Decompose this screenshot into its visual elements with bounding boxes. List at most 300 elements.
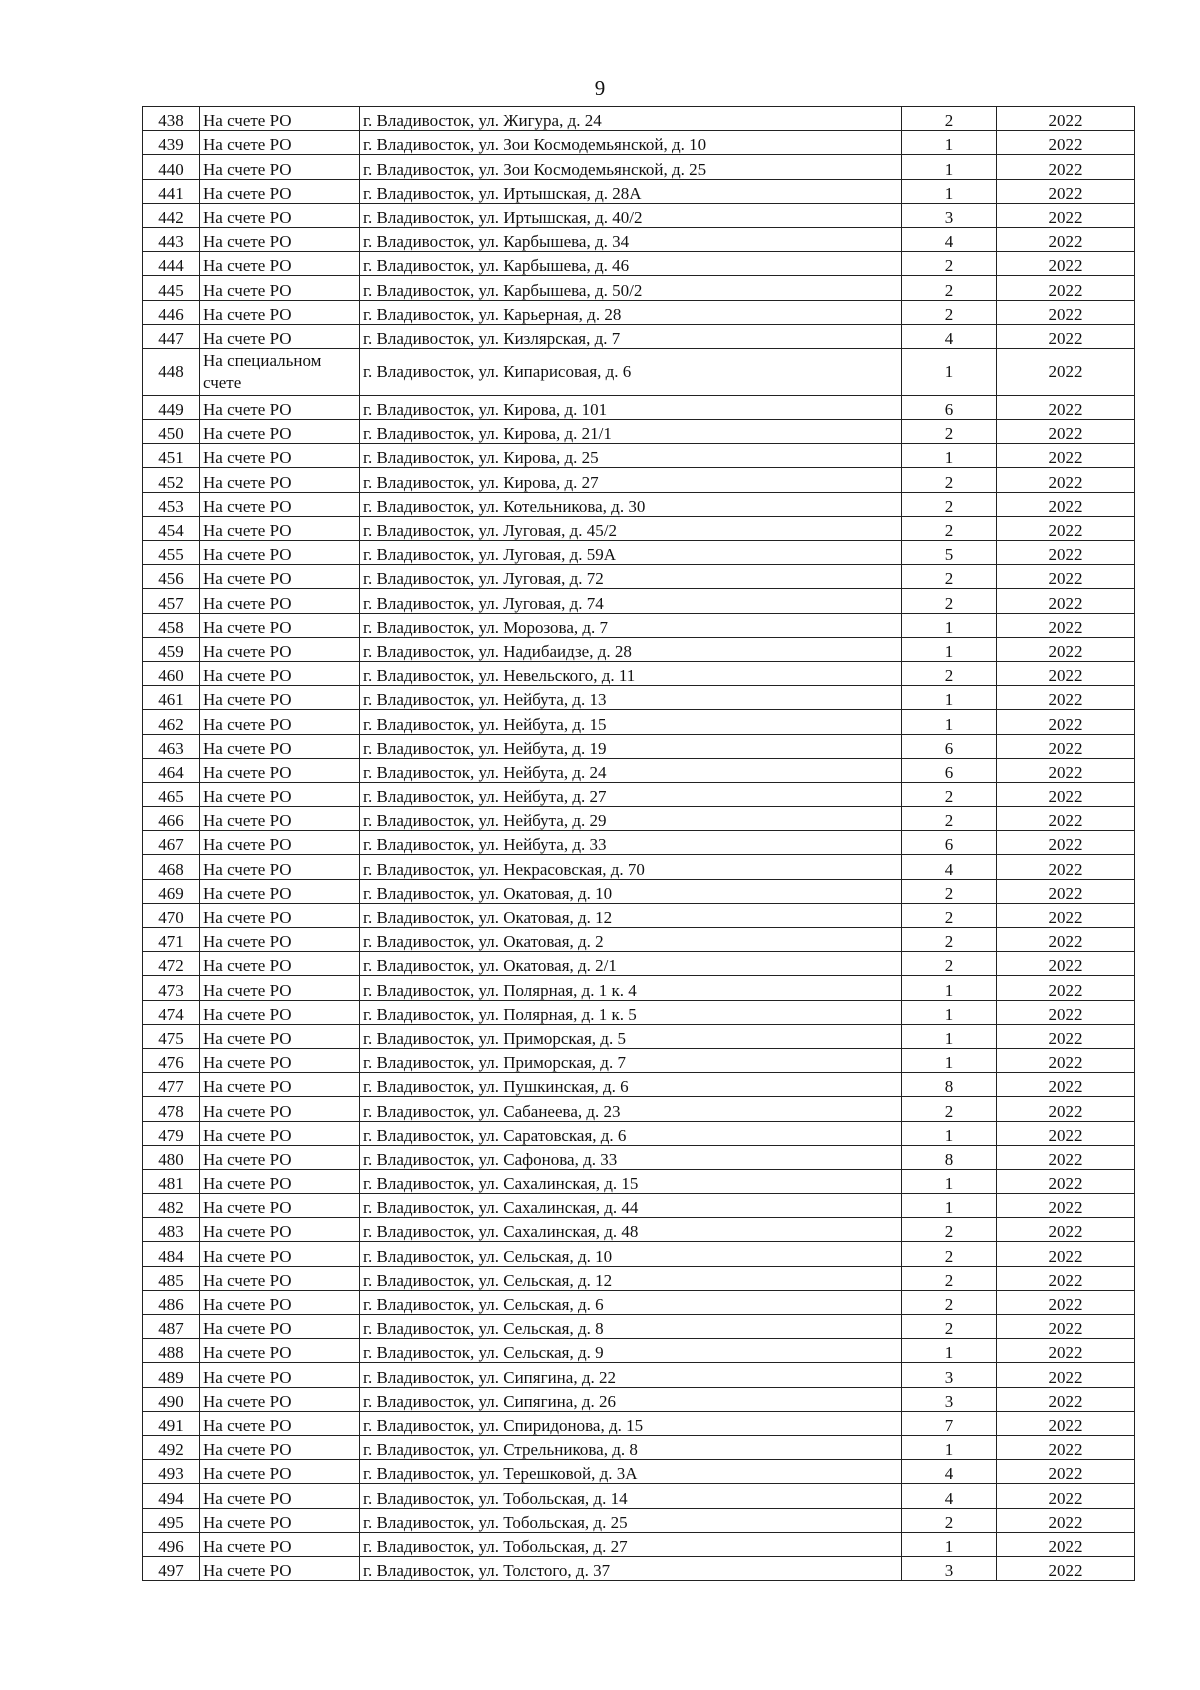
table-row [143, 637, 1135, 661]
year-cell: 2022 [997, 1242, 1135, 1266]
count-cell: 4 [902, 1484, 997, 1508]
count-cell: 3 [902, 1387, 997, 1411]
account-type-cell: На счете РО [200, 1097, 360, 1121]
account-type-cell: На счете РО [200, 637, 360, 661]
count-cell: 2 [902, 879, 997, 903]
account-type-cell: На счете РО [200, 1387, 360, 1411]
count-cell: 1 [902, 1532, 997, 1556]
count-cell: 2 [902, 952, 997, 976]
address-cell: г. Владивосток, ул. Сабанеева, д. 23 [360, 1097, 902, 1121]
row-number-cell: 468 [143, 855, 200, 879]
year-cell: 2022 [997, 1387, 1135, 1411]
count-cell: 1 [902, 1121, 997, 1145]
year-cell: 2022 [997, 1508, 1135, 1532]
row-number-cell: 458 [143, 613, 200, 637]
count-cell: 1 [902, 179, 997, 203]
year-cell: 2022 [997, 1363, 1135, 1387]
count-cell: 2 [902, 1242, 997, 1266]
table-row [143, 252, 1135, 276]
table-row [143, 686, 1135, 710]
account-type-cell: На счете РО [200, 952, 360, 976]
year-cell: 2022 [997, 928, 1135, 952]
table-row [143, 734, 1135, 758]
count-cell: 2 [902, 300, 997, 324]
count-cell: 8 [902, 1145, 997, 1169]
row-number-cell: 469 [143, 879, 200, 903]
row-number-cell: 452 [143, 468, 200, 492]
row-number-cell: 443 [143, 227, 200, 251]
account-type-cell: На счете РО [200, 1411, 360, 1435]
row-number-cell: 494 [143, 1484, 200, 1508]
count-cell: 1 [902, 1024, 997, 1048]
address-cell: г. Владивосток, ул. Иртышская, д. 40/2 [360, 203, 902, 227]
account-type-cell: На счете РО [200, 879, 360, 903]
row-number-cell: 496 [143, 1532, 200, 1556]
year-cell: 2022 [997, 276, 1135, 300]
row-number-cell: 460 [143, 661, 200, 685]
year-cell: 2022 [997, 1073, 1135, 1097]
year-cell: 2022 [997, 637, 1135, 661]
address-cell: г. Владивосток, ул. Тобольская, д. 25 [360, 1508, 902, 1532]
count-cell: 2 [902, 276, 997, 300]
table-row [143, 468, 1135, 492]
account-type-cell: На счете РО [200, 782, 360, 806]
page-number: 9 [594, 76, 606, 100]
address-cell: г. Владивосток, ул. Невельского, д. 11 [360, 661, 902, 685]
year-cell: 2022 [997, 1315, 1135, 1339]
account-type-cell: На счете РО [200, 1508, 360, 1532]
table-row [143, 976, 1135, 1000]
address-cell: г. Владивосток, ул. Окатовая, д. 12 [360, 903, 902, 927]
account-type-cell: На счете РО [200, 758, 360, 782]
table-row [143, 661, 1135, 685]
account-type-cell: На счете РО [200, 227, 360, 251]
year-cell: 2022 [997, 468, 1135, 492]
account-type-cell: На счете РО [200, 589, 360, 613]
table-row [143, 107, 1135, 131]
year-cell: 2022 [997, 1024, 1135, 1048]
year-cell: 2022 [997, 758, 1135, 782]
table-row [143, 276, 1135, 300]
year-cell: 2022 [997, 903, 1135, 927]
table-row [143, 831, 1135, 855]
address-cell: г. Владивосток, ул. Тобольская, д. 14 [360, 1484, 902, 1508]
account-type-cell: На счете РО [200, 1242, 360, 1266]
table-row [143, 1024, 1135, 1048]
address-cell: г. Владивосток, ул. Сельская, д. 10 [360, 1242, 902, 1266]
account-type-cell: На счете РО [200, 1315, 360, 1339]
row-number-cell: 475 [143, 1024, 200, 1048]
account-type-cell: На счете РО [200, 710, 360, 734]
table-row [143, 1387, 1135, 1411]
count-cell: 2 [902, 1097, 997, 1121]
year-cell: 2022 [997, 179, 1135, 203]
table-row [143, 758, 1135, 782]
count-cell: 2 [902, 1290, 997, 1314]
count-cell: 4 [902, 227, 997, 251]
table-row [143, 1508, 1135, 1532]
table-row [143, 1073, 1135, 1097]
table-row [143, 782, 1135, 806]
table-row [143, 710, 1135, 734]
year-cell: 2022 [997, 420, 1135, 444]
count-cell: 2 [902, 903, 997, 927]
account-type-cell: На счете РО [200, 1556, 360, 1580]
year-cell: 2022 [997, 1169, 1135, 1193]
count-cell: 1 [902, 1169, 997, 1193]
account-type-cell: На счете РО [200, 1073, 360, 1097]
year-cell: 2022 [997, 1097, 1135, 1121]
address-cell: г. Владивосток, ул. Сельская, д. 9 [360, 1339, 902, 1363]
count-cell: 2 [902, 1315, 997, 1339]
table-row [143, 565, 1135, 589]
table-row [143, 1339, 1135, 1363]
row-number-cell: 449 [143, 395, 200, 419]
row-number-cell: 441 [143, 179, 200, 203]
table-row [143, 1097, 1135, 1121]
account-type-cell: На счете РО [200, 928, 360, 952]
register-table [142, 106, 1135, 1581]
year-cell: 2022 [997, 1556, 1135, 1580]
row-number-cell: 448 [143, 348, 200, 395]
table-row [143, 855, 1135, 879]
count-cell: 3 [902, 1363, 997, 1387]
count-cell: 3 [902, 203, 997, 227]
address-cell: г. Владивосток, ул. Сельская, д. 8 [360, 1315, 902, 1339]
year-cell: 2022 [997, 1194, 1135, 1218]
row-number-cell: 477 [143, 1073, 200, 1097]
table-row [143, 807, 1135, 831]
address-cell: г. Владивосток, ул. Иртышская, д. 28А [360, 179, 902, 203]
address-cell: г. Владивосток, ул. Сипягина, д. 22 [360, 1363, 902, 1387]
year-cell: 2022 [997, 1484, 1135, 1508]
address-cell: г. Владивосток, ул. Сахалинская, д. 48 [360, 1218, 902, 1242]
account-type-cell: На счете РО [200, 734, 360, 758]
row-number-cell: 490 [143, 1387, 200, 1411]
count-cell: 2 [902, 516, 997, 540]
address-cell: г. Владивосток, ул. Карьерная, д. 28 [360, 300, 902, 324]
row-number-cell: 474 [143, 1000, 200, 1024]
address-cell: г. Владивосток, ул. Морозова, д. 7 [360, 613, 902, 637]
count-cell: 2 [902, 420, 997, 444]
row-number-cell: 461 [143, 686, 200, 710]
year-cell: 2022 [997, 1121, 1135, 1145]
account-type-cell: На счете РО [200, 107, 360, 131]
row-number-cell: 450 [143, 420, 200, 444]
row-number-cell: 445 [143, 276, 200, 300]
year-cell: 2022 [997, 807, 1135, 831]
row-number-cell: 488 [143, 1339, 200, 1363]
row-number-cell: 476 [143, 1048, 200, 1072]
row-number-cell: 471 [143, 928, 200, 952]
year-cell: 2022 [997, 855, 1135, 879]
row-number-cell: 470 [143, 903, 200, 927]
table-row [143, 1556, 1135, 1580]
count-cell: 6 [902, 734, 997, 758]
count-cell: 6 [902, 758, 997, 782]
account-type-cell: На счете РО [200, 1266, 360, 1290]
row-number-cell: 457 [143, 589, 200, 613]
address-cell: г. Владивосток, ул. Карбышева, д. 46 [360, 252, 902, 276]
account-type-cell: На счете РО [200, 1532, 360, 1556]
table-row [143, 1435, 1135, 1459]
account-type-cell: На счете РО [200, 855, 360, 879]
count-cell: 1 [902, 131, 997, 155]
table-row [143, 492, 1135, 516]
account-type-cell: На счете РО [200, 1363, 360, 1387]
table-row [143, 613, 1135, 637]
count-cell: 2 [902, 252, 997, 276]
table-row [143, 952, 1135, 976]
address-cell: г. Владивосток, ул. Кирова, д. 27 [360, 468, 902, 492]
address-cell: г. Владивосток, ул. Жигура, д. 24 [360, 107, 902, 131]
year-cell: 2022 [997, 976, 1135, 1000]
count-cell: 1 [902, 976, 997, 1000]
row-number-cell: 466 [143, 807, 200, 831]
account-type-cell: На счете РО [200, 1290, 360, 1314]
address-cell: г. Владивосток, ул. Кипарисовая, д. 6 [360, 348, 902, 395]
account-type-cell: На счете РО [200, 661, 360, 685]
account-type-cell: На счете РО [200, 300, 360, 324]
address-cell: г. Владивосток, ул. Нейбута, д. 24 [360, 758, 902, 782]
address-cell: г. Владивосток, ул. Приморская, д. 5 [360, 1024, 902, 1048]
year-cell: 2022 [997, 203, 1135, 227]
year-cell: 2022 [997, 589, 1135, 613]
address-cell: г. Владивосток, ул. Луговая, д. 72 [360, 565, 902, 589]
row-number-cell: 442 [143, 203, 200, 227]
row-number-cell: 482 [143, 1194, 200, 1218]
table-row [143, 1363, 1135, 1387]
year-cell: 2022 [997, 227, 1135, 251]
row-number-cell: 479 [143, 1121, 200, 1145]
count-cell: 1 [902, 348, 997, 395]
address-cell: г. Владивосток, ул. Луговая, д. 59А [360, 541, 902, 565]
count-cell: 1 [902, 1339, 997, 1363]
table-row [143, 1411, 1135, 1435]
address-cell: г. Владивосток, ул. Полярная, д. 1 к. 5 [360, 1000, 902, 1024]
account-type-cell: На счете РО [200, 1339, 360, 1363]
table-row [143, 1290, 1135, 1314]
table-row [143, 155, 1135, 179]
account-type-cell: На счете РО [200, 1169, 360, 1193]
register-table-body [143, 107, 1135, 1581]
row-number-cell: 456 [143, 565, 200, 589]
count-cell: 2 [902, 661, 997, 685]
count-cell: 4 [902, 1460, 997, 1484]
table-row [143, 928, 1135, 952]
address-cell: г. Владивосток, ул. Карбышева, д. 34 [360, 227, 902, 251]
address-cell: г. Владивосток, ул. Стрельникова, д. 8 [360, 1435, 902, 1459]
year-cell: 2022 [997, 324, 1135, 348]
year-cell: 2022 [997, 444, 1135, 468]
year-cell: 2022 [997, 1532, 1135, 1556]
table-row [143, 179, 1135, 203]
address-cell: г. Владивосток, ул. Спиридонова, д. 15 [360, 1411, 902, 1435]
table-row [143, 1532, 1135, 1556]
count-cell: 4 [902, 324, 997, 348]
row-number-cell: 462 [143, 710, 200, 734]
year-cell: 2022 [997, 1000, 1135, 1024]
count-cell: 2 [902, 1218, 997, 1242]
table-row [143, 1266, 1135, 1290]
address-cell: г. Владивосток, ул. Окатовая, д. 2 [360, 928, 902, 952]
row-number-cell: 438 [143, 107, 200, 131]
table-row [143, 348, 1135, 395]
address-cell: г. Владивосток, ул. Нейбута, д. 27 [360, 782, 902, 806]
table-row [143, 1194, 1135, 1218]
account-type-cell: На счете РО [200, 976, 360, 1000]
account-type-cell: На счете РО [200, 1218, 360, 1242]
year-cell: 2022 [997, 155, 1135, 179]
table-row [143, 131, 1135, 155]
account-type-cell: На специальном счете [200, 348, 360, 395]
row-number-cell: 481 [143, 1169, 200, 1193]
count-cell: 1 [902, 1435, 997, 1459]
table-row [143, 1315, 1135, 1339]
account-type-cell: На счете РО [200, 807, 360, 831]
year-cell: 2022 [997, 1290, 1135, 1314]
address-cell: г. Владивосток, ул. Котельникова, д. 30 [360, 492, 902, 516]
count-cell: 5 [902, 541, 997, 565]
count-cell: 2 [902, 492, 997, 516]
account-type-cell: На счете РО [200, 1194, 360, 1218]
address-cell: г. Владивосток, ул. Полярная, д. 1 к. 4 [360, 976, 902, 1000]
row-number-cell: 454 [143, 516, 200, 540]
account-type-cell: На счете РО [200, 1435, 360, 1459]
count-cell: 2 [902, 107, 997, 131]
year-cell: 2022 [997, 541, 1135, 565]
address-cell: г. Владивосток, ул. Сельская, д. 12 [360, 1266, 902, 1290]
address-cell: г. Владивосток, ул. Кирова, д. 25 [360, 444, 902, 468]
address-cell: г. Владивосток, ул. Нейбута, д. 15 [360, 710, 902, 734]
year-cell: 2022 [997, 1145, 1135, 1169]
count-cell: 1 [902, 613, 997, 637]
count-cell: 1 [902, 1000, 997, 1024]
count-cell: 6 [902, 395, 997, 419]
year-cell: 2022 [997, 252, 1135, 276]
year-cell: 2022 [997, 782, 1135, 806]
row-number-cell: 459 [143, 637, 200, 661]
table-row [143, 1460, 1135, 1484]
account-type-cell: На счете РО [200, 1024, 360, 1048]
year-cell: 2022 [997, 1435, 1135, 1459]
account-type-cell: На счете РО [200, 179, 360, 203]
row-number-cell: 487 [143, 1315, 200, 1339]
table-row [143, 203, 1135, 227]
row-number-cell: 464 [143, 758, 200, 782]
account-type-cell: На счете РО [200, 1484, 360, 1508]
table-row [143, 1121, 1135, 1145]
table-row [143, 1169, 1135, 1193]
address-cell: г. Владивосток, ул. Зои Космодемьянской, д. 10 [360, 131, 902, 155]
address-cell: г. Владивосток, ул. Надибаидзе, д. 28 [360, 637, 902, 661]
table-row [143, 1048, 1135, 1072]
year-cell: 2022 [997, 1411, 1135, 1435]
address-cell: г. Владивосток, ул. Некрасовская, д. 70 [360, 855, 902, 879]
year-cell: 2022 [997, 1460, 1135, 1484]
account-type-cell: На счете РО [200, 420, 360, 444]
row-number-cell: 484 [143, 1242, 200, 1266]
address-cell: г. Владивосток, ул. Сафонова, д. 33 [360, 1145, 902, 1169]
row-number-cell: 480 [143, 1145, 200, 1169]
account-type-cell: На счете РО [200, 155, 360, 179]
address-cell: г. Владивосток, ул. Нейбута, д. 13 [360, 686, 902, 710]
table-row [143, 903, 1135, 927]
year-cell: 2022 [997, 348, 1135, 395]
row-number-cell: 485 [143, 1266, 200, 1290]
account-type-cell: На счете РО [200, 276, 360, 300]
year-cell: 2022 [997, 492, 1135, 516]
row-number-cell: 491 [143, 1411, 200, 1435]
row-number-cell: 439 [143, 131, 200, 155]
address-cell: г. Владивосток, ул. Толстого, д. 37 [360, 1556, 902, 1580]
row-number-cell: 478 [143, 1097, 200, 1121]
account-type-cell: На счете РО [200, 831, 360, 855]
address-cell: г. Владивосток, ул. Окатовая, д. 10 [360, 879, 902, 903]
count-cell: 1 [902, 444, 997, 468]
count-cell: 2 [902, 1266, 997, 1290]
count-cell: 1 [902, 1194, 997, 1218]
account-type-cell: На счете РО [200, 541, 360, 565]
address-cell: г. Владивосток, ул. Окатовая, д. 2/1 [360, 952, 902, 976]
count-cell: 7 [902, 1411, 997, 1435]
year-cell: 2022 [997, 734, 1135, 758]
account-type-cell: На счете РО [200, 686, 360, 710]
count-cell: 2 [902, 468, 997, 492]
address-cell: г. Владивосток, ул. Зои Космодемьянской, д. 25 [360, 155, 902, 179]
address-cell: г. Владивосток, ул. Кирова, д. 101 [360, 395, 902, 419]
table-row [143, 1484, 1135, 1508]
year-cell: 2022 [997, 300, 1135, 324]
address-cell: г. Владивосток, ул. Приморская, д. 7 [360, 1048, 902, 1072]
account-type-cell: На счете РО [200, 444, 360, 468]
account-type-cell: На счете РО [200, 565, 360, 589]
account-type-cell: На счете РО [200, 395, 360, 419]
count-cell: 6 [902, 831, 997, 855]
row-number-cell: 440 [143, 155, 200, 179]
account-type-cell: На счете РО [200, 324, 360, 348]
row-number-cell: 455 [143, 541, 200, 565]
address-cell: г. Владивосток, ул. Сахалинская, д. 15 [360, 1169, 902, 1193]
address-cell: г. Владивосток, ул. Тобольская, д. 27 [360, 1532, 902, 1556]
address-cell: г. Владивосток, ул. Пушкинская, д. 6 [360, 1073, 902, 1097]
address-cell: г. Владивосток, ул. Нейбута, д. 33 [360, 831, 902, 855]
account-type-cell: На счете РО [200, 252, 360, 276]
table-row [143, 420, 1135, 444]
count-cell: 2 [902, 1508, 997, 1532]
table-row [143, 395, 1135, 419]
table-row [143, 541, 1135, 565]
count-cell: 8 [902, 1073, 997, 1097]
year-cell: 2022 [997, 1218, 1135, 1242]
year-cell: 2022 [997, 613, 1135, 637]
table-row [143, 1145, 1135, 1169]
row-number-cell: 446 [143, 300, 200, 324]
row-number-cell: 453 [143, 492, 200, 516]
row-number-cell: 467 [143, 831, 200, 855]
count-cell: 1 [902, 1048, 997, 1072]
year-cell: 2022 [997, 710, 1135, 734]
row-number-cell: 472 [143, 952, 200, 976]
address-cell: г. Владивосток, ул. Сипягина, д. 26 [360, 1387, 902, 1411]
year-cell: 2022 [997, 1266, 1135, 1290]
table-row [143, 227, 1135, 251]
table-row [143, 444, 1135, 468]
row-number-cell: 473 [143, 976, 200, 1000]
count-cell: 2 [902, 589, 997, 613]
account-type-cell: На счете РО [200, 131, 360, 155]
address-cell: г. Владивосток, ул. Саратовская, д. 6 [360, 1121, 902, 1145]
